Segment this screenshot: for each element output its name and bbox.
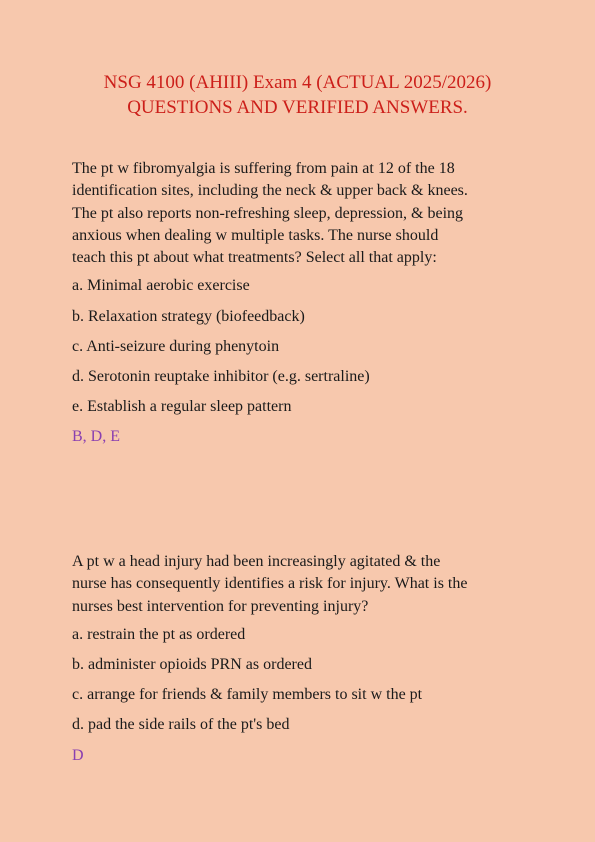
question-1 [72, 158, 532, 448]
question-2-option-c: c. arrange for friends & family members to sit w the pt [72, 686, 423, 704]
stem-line: The pt w fibromyalgia is suffering from pain at 12 of the 18 [72, 160, 455, 177]
stem-line: nurses best intervention for preventing injury? [72, 597, 369, 615]
question-2-option-b: b. administer opioids PRN as ordered [72, 656, 312, 674]
question-1-option-a: a. Minimal aerobic exercise [72, 277, 250, 295]
document-title [0, 70, 595, 120]
question-1-stem [72, 158, 532, 269]
question-2-answer: D [72, 746, 84, 764]
title-line-1: NSG 4100 (AHIII) Exam 4 (ACTUAL 2025/2026) [103, 72, 492, 93]
stem-line: A pt w a head injury had been increasingly agitated & the [72, 553, 441, 570]
question-2-option-d: d. pad the side rails of the pt's bed [72, 716, 290, 734]
question-1-option-d: d. Serotonin reuptake inhibitor (e.g. sertraline) [72, 368, 370, 386]
question-2-stem [72, 551, 532, 618]
stem-line: teach this pt about what treatments? Select all that apply: [72, 249, 437, 267]
question-1-answer: B, D, E [72, 428, 120, 446]
stem-line: identification sites, including the neck & upper back & knees. [72, 182, 468, 200]
question-1-option-e: e. Establish a regular sleep pattern [72, 398, 292, 416]
question-1-option-b: b. Relaxation strategy (biofeedback) [72, 307, 305, 325]
stem-line: The pt also reports non-refreshing sleep, depression, & being [72, 204, 464, 222]
title-line-2: QUESTIONS AND VERIFIED ANSWERS. [127, 97, 468, 118]
question-2 [72, 551, 532, 767]
question-2-option-a: a. restrain the pt as ordered [72, 625, 246, 643]
stem-line: nurse has consequently identifies a risk for injury. What is the [72, 575, 468, 593]
question-1-option-c: c. Anti-seizure during phenytoin [72, 337, 280, 355]
stem-line: anxious when dealing w multiple tasks. The nurse should [72, 226, 439, 244]
